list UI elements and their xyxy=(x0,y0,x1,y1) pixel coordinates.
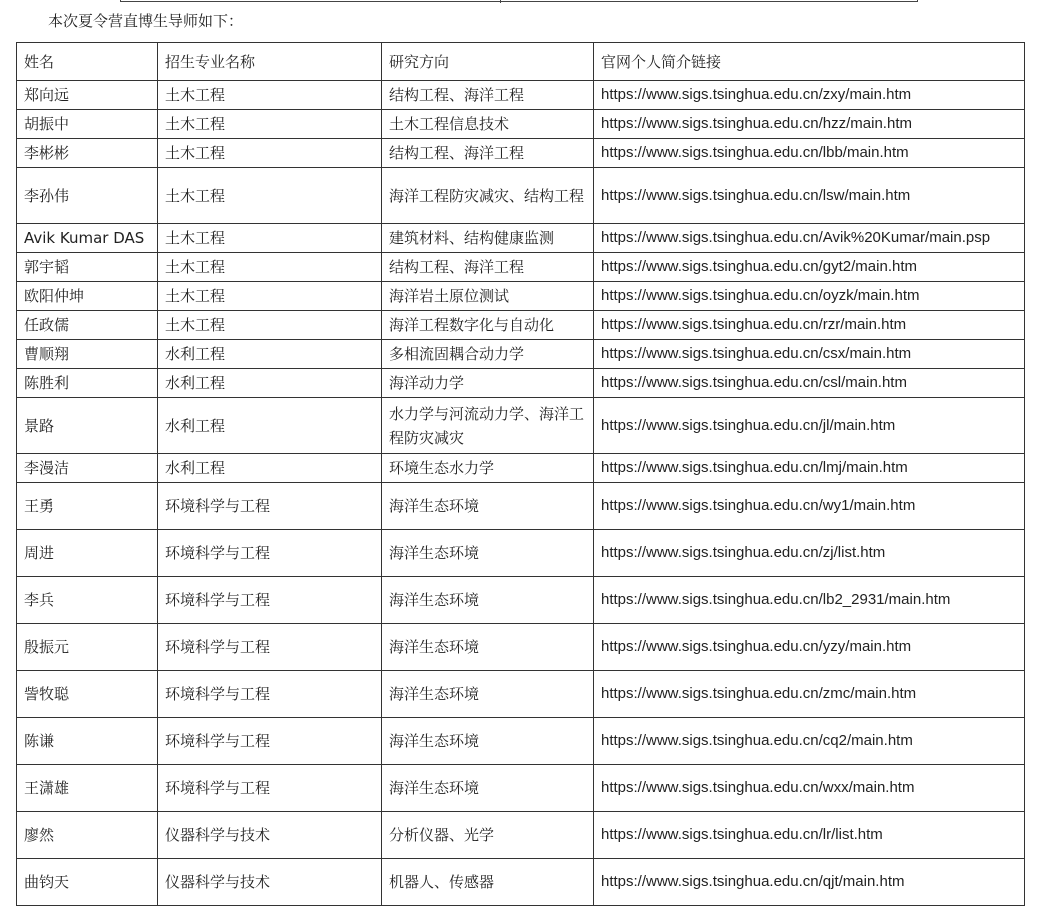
mentor-table xyxy=(16,42,1025,906)
table-row xyxy=(17,859,1025,906)
cell-major: 土木工程 xyxy=(158,168,382,224)
table-row xyxy=(17,483,1025,530)
cell-direction: 海洋生态环境 xyxy=(382,577,594,624)
cell-url: https://www.sigs.tsinghua.edu.cn/gyt2/main.htm xyxy=(594,253,1025,282)
cell-url: https://www.sigs.tsinghua.edu.cn/wxx/main.htm xyxy=(594,765,1025,812)
cell-major: 水利工程 xyxy=(158,340,382,369)
cell-direction: 海洋生态环境 xyxy=(382,624,594,671)
cell-direction: 多相流固耦合动力学 xyxy=(382,340,594,369)
cell-direction: 海洋工程防灾减灾、结构工程 xyxy=(382,168,594,224)
table-row xyxy=(17,340,1025,369)
header-url: 官网个人简介链接 xyxy=(594,43,1025,81)
cell-url: https://www.sigs.tsinghua.edu.cn/yzy/main.htm xyxy=(594,624,1025,671)
cell-major: 土木工程 xyxy=(158,139,382,168)
cell-direction: 机器人、传感器 xyxy=(382,859,594,906)
previous-table-bottom-border xyxy=(120,0,918,2)
cell-major: 环境科学与工程 xyxy=(158,624,382,671)
cell-name: 郑向远 xyxy=(17,81,158,110)
cell-direction: 海洋生态环境 xyxy=(382,718,594,765)
table-row xyxy=(17,765,1025,812)
cell-major: 水利工程 xyxy=(158,369,382,398)
cell-major: 环境科学与工程 xyxy=(158,765,382,812)
header-name: 姓名 xyxy=(17,43,158,81)
cell-name: 李漫洁 xyxy=(17,454,158,483)
table-row xyxy=(17,671,1025,718)
table-row xyxy=(17,369,1025,398)
cell-direction: 海洋动力学 xyxy=(382,369,594,398)
cell-url: https://www.sigs.tsinghua.edu.cn/wy1/main.htm xyxy=(594,483,1025,530)
table-row xyxy=(17,624,1025,671)
cell-direction: 土木工程信息技术 xyxy=(382,110,594,139)
table-row xyxy=(17,110,1025,139)
cell-major: 环境科学与工程 xyxy=(158,483,382,530)
table-row xyxy=(17,577,1025,624)
cell-name: 王潇雄 xyxy=(17,765,158,812)
table-header-row xyxy=(17,43,1025,81)
cell-url: https://www.sigs.tsinghua.edu.cn/Avik%20Kumar/main.psp xyxy=(594,224,1025,253)
table-row xyxy=(17,253,1025,282)
cell-name: 郭宇韬 xyxy=(17,253,158,282)
cell-url: https://www.sigs.tsinghua.edu.cn/zmc/main.htm xyxy=(594,671,1025,718)
cell-url: https://www.sigs.tsinghua.edu.cn/csx/main.htm xyxy=(594,340,1025,369)
cell-name: 胡振中 xyxy=(17,110,158,139)
table-row xyxy=(17,139,1025,168)
cell-direction: 海洋生态环境 xyxy=(382,530,594,577)
cell-url: https://www.sigs.tsinghua.edu.cn/lbb/main.htm xyxy=(594,139,1025,168)
cell-url: https://www.sigs.tsinghua.edu.cn/csl/main.htm xyxy=(594,369,1025,398)
cell-major: 土木工程 xyxy=(158,224,382,253)
cell-major: 土木工程 xyxy=(158,311,382,340)
cell-major: 环境科学与工程 xyxy=(158,530,382,577)
cell-direction: 海洋岩土原位测试 xyxy=(382,282,594,311)
cell-direction: 水力学与河流动力学、海洋工程防灾减灾 xyxy=(382,398,594,454)
cell-direction: 海洋生态环境 xyxy=(382,765,594,812)
cell-url: https://www.sigs.tsinghua.edu.cn/jl/main.htm xyxy=(594,398,1025,454)
cell-name: 廖然 xyxy=(17,812,158,859)
cell-url: https://www.sigs.tsinghua.edu.cn/zxy/main.htm xyxy=(594,81,1025,110)
cell-major: 土木工程 xyxy=(158,253,382,282)
cell-url: https://www.sigs.tsinghua.edu.cn/zj/list.htm xyxy=(594,530,1025,577)
header-direction: 研究方向 xyxy=(382,43,594,81)
cell-url: https://www.sigs.tsinghua.edu.cn/oyzk/main.htm xyxy=(594,282,1025,311)
cell-major: 环境科学与工程 xyxy=(158,671,382,718)
cell-name: 景路 xyxy=(17,398,158,454)
cell-direction: 分析仪器、光学 xyxy=(382,812,594,859)
cell-direction: 结构工程、海洋工程 xyxy=(382,253,594,282)
table-row xyxy=(17,398,1025,454)
cell-name: 殷振元 xyxy=(17,624,158,671)
cell-name: 周进 xyxy=(17,530,158,577)
cell-direction: 海洋工程数字化与自动化 xyxy=(382,311,594,340)
cell-name: 陈胜利 xyxy=(17,369,158,398)
cell-url: https://www.sigs.tsinghua.edu.cn/rzr/main.htm xyxy=(594,311,1025,340)
table-row xyxy=(17,282,1025,311)
cell-name: 欧阳仲坤 xyxy=(17,282,158,311)
table-row xyxy=(17,812,1025,859)
cell-name: 曲钧天 xyxy=(17,859,158,906)
table-row xyxy=(17,718,1025,765)
cell-direction: 海洋生态环境 xyxy=(382,483,594,530)
table-row xyxy=(17,311,1025,340)
intro-text: 本次夏令营直博生导师如下： xyxy=(48,12,244,30)
table-row xyxy=(17,454,1025,483)
cell-direction: 环境生态水力学 xyxy=(382,454,594,483)
cell-major: 仪器科学与技术 xyxy=(158,812,382,859)
cell-major: 土木工程 xyxy=(158,282,382,311)
cell-direction: 海洋生态环境 xyxy=(382,671,594,718)
cell-major: 土木工程 xyxy=(158,81,382,110)
cell-name: 李孙伟 xyxy=(17,168,158,224)
cell-direction: 建筑材料、结构健康监测 xyxy=(382,224,594,253)
cell-major: 土木工程 xyxy=(158,110,382,139)
cell-major: 仪器科学与技术 xyxy=(158,859,382,906)
cell-name: 王勇 xyxy=(17,483,158,530)
cell-url: https://www.sigs.tsinghua.edu.cn/qjt/main.htm xyxy=(594,859,1025,906)
cell-major: 环境科学与工程 xyxy=(158,577,382,624)
cell-url: https://www.sigs.tsinghua.edu.cn/lb2_2931/main.htm xyxy=(594,577,1025,624)
previous-table-divider xyxy=(500,0,501,3)
cell-url: https://www.sigs.tsinghua.edu.cn/cq2/main.htm xyxy=(594,718,1025,765)
header-major: 招生专业名称 xyxy=(158,43,382,81)
cell-major: 水利工程 xyxy=(158,454,382,483)
table-row xyxy=(17,530,1025,577)
cell-url: https://www.sigs.tsinghua.edu.cn/lsw/main.htm xyxy=(594,168,1025,224)
cell-direction: 结构工程、海洋工程 xyxy=(382,81,594,110)
cell-name: 任政儒 xyxy=(17,311,158,340)
cell-url: https://www.sigs.tsinghua.edu.cn/lr/list.htm xyxy=(594,812,1025,859)
cell-url: https://www.sigs.tsinghua.edu.cn/lmj/main.htm xyxy=(594,454,1025,483)
cell-direction: 结构工程、海洋工程 xyxy=(382,139,594,168)
table-row xyxy=(17,168,1025,224)
cell-name: 曹顺翔 xyxy=(17,340,158,369)
cell-name: 李彬彬 xyxy=(17,139,158,168)
cell-major: 环境科学与工程 xyxy=(158,718,382,765)
table-row xyxy=(17,224,1025,253)
cell-name: Avik Kumar DAS xyxy=(17,224,158,253)
table-row xyxy=(17,81,1025,110)
cell-name: 訾牧聪 xyxy=(17,671,158,718)
cell-major: 水利工程 xyxy=(158,398,382,454)
cell-url: https://www.sigs.tsinghua.edu.cn/hzz/main.htm xyxy=(594,110,1025,139)
cell-name: 陈谦 xyxy=(17,718,158,765)
cell-name: 李兵 xyxy=(17,577,158,624)
